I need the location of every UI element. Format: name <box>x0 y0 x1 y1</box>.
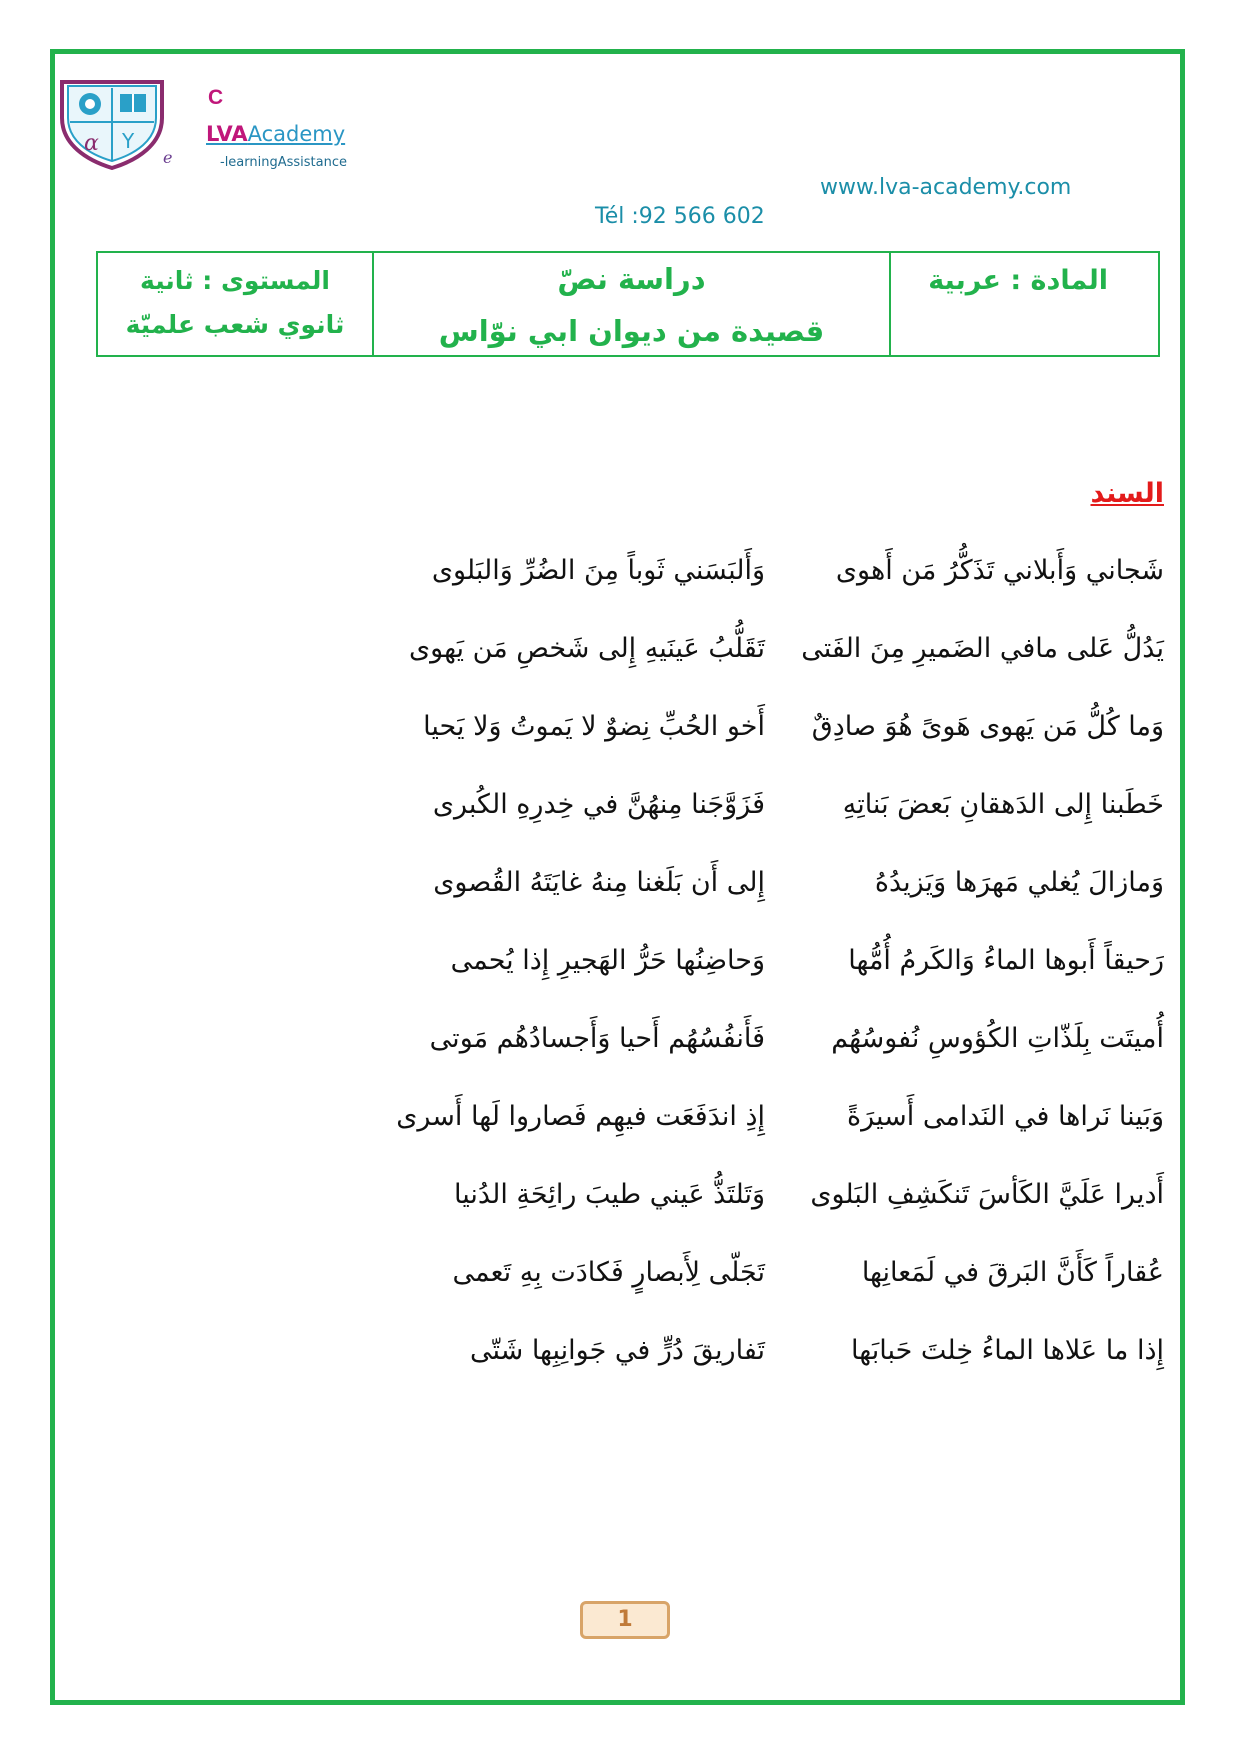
verse-second-hemistich: وَتَلتَذُّ عَيني طيبَ رائِحَةِ الدُنيا <box>454 1179 765 1210</box>
verse <box>0 633 1240 711</box>
source-heading: السند <box>1090 478 1164 509</box>
brand-name <box>206 122 345 146</box>
title-line-1: دراسة نصّ <box>557 262 706 296</box>
brand-tagline: -learningAssistance <box>220 155 347 170</box>
logo-e-mark: e <box>163 148 173 167</box>
verse <box>0 867 1240 945</box>
svg-text:Y: Y <box>122 129 135 153</box>
level-line-2: ثانوي شعب علميّة <box>125 310 345 339</box>
level-line-1: المستوى : ثانية <box>140 266 330 295</box>
verse-second-hemistich: تَقَلُّبُ عَينَيهِ إِلى شَخصِ مَن يَهوى <box>409 633 765 664</box>
verse-second-hemistich: إِلى أَن بَلَغنا مِنهُ غايَتَهُ القُصوى <box>433 867 765 898</box>
verse-second-hemistich: وَأَلبَسَني ثَوباً مِنَ الضُرِّ وَالبَلوى <box>431 555 765 586</box>
verse-second-hemistich: وَحاضِنُها حَرُّ الهَجيرِ إِذا يُحمى <box>450 945 765 976</box>
level-cell <box>98 253 374 355</box>
verse-first-hemistich: إِذا ما عَلاها الماءُ خِلتَ حَبابَها <box>851 1335 1164 1366</box>
verse-first-hemistich: وَما كُلُّ مَن يَهوى هَوىً هُوَ صادِقٌ <box>811 711 1164 742</box>
verse-first-hemistich: شَجاني وَأَبلاني تَذَكُّرُ مَن أَهوى <box>835 555 1164 586</box>
verse <box>0 1101 1240 1179</box>
verse-second-hemistich: فَأَنفُسُهُم أَحيا وَأَجسادُهُم مَوتى <box>429 1023 765 1054</box>
verse-second-hemistich: فَزَوَّجَنا مِنهُنَّ في خِدرِهِ الكُبرى <box>432 789 765 820</box>
title-cell <box>374 253 891 355</box>
svg-text:α: α <box>84 131 99 156</box>
verse-first-hemistich: أُميتَت بِلَذّاتِ الكُؤوسِ نُفوسُهُم <box>831 1023 1164 1054</box>
website-url[interactable]: www.lva-academy.com <box>820 175 1072 200</box>
verse-first-hemistich: أَديرا عَلَيَّ الكَأسَ تَنكَشِفِ البَلوى <box>810 1179 1164 1210</box>
verse <box>0 711 1240 789</box>
verse <box>0 555 1240 633</box>
verse-first-hemistich: عُقاراً كَأَنَّ البَرقَ في لَمَعانِها <box>861 1257 1164 1288</box>
brand-name-prefix: LVA <box>206 122 248 146</box>
verse <box>0 789 1240 867</box>
verse <box>0 1335 1240 1413</box>
verse-first-hemistich: وَبَينا نَراها في النَدامى أَسيرَةً <box>846 1101 1164 1132</box>
verse-first-hemistich: وَمازالَ يُغلي مَهرَها وَيَزيدُهُ <box>874 867 1164 898</box>
header-table <box>96 251 1160 357</box>
phone-number: Tél :92 566 602 <box>595 204 765 229</box>
verse-second-hemistich: تَفاريقَ دُرٍّ في جَوانِبِها شَتّى <box>469 1335 765 1366</box>
verse <box>0 945 1240 1023</box>
subject-label: المادة : عربية <box>928 265 1108 296</box>
verse-second-hemistich: إِذِ اندَفَعَت فيهِم فَصاروا لَها أَسرى <box>396 1101 765 1132</box>
lva-academy-logo <box>58 78 166 170</box>
verse-first-hemistich: يَدُلُّ عَلى مافي الضَميرِ مِنَ الفَتى <box>801 633 1164 664</box>
poem <box>0 555 1240 1413</box>
verse-second-hemistich: أَخو الحُبِّ نِضوٌ لا يَموتُ وَلا يَحيا <box>423 711 765 742</box>
verse <box>0 1257 1240 1335</box>
subject-cell <box>891 253 1158 355</box>
page-number: 1 <box>580 1601 670 1639</box>
verse <box>0 1179 1240 1257</box>
brand-letter: C <box>208 86 224 109</box>
title-line-2: قصيدة من ديوان ابي نوّاس <box>438 314 825 348</box>
verse-first-hemistich: رَحيقاً أَبوها الماءُ وَالكَرمُ أُمُّها <box>848 945 1164 976</box>
verse-first-hemistich: خَطَبنا إِلى الدَهقانِ بَعضَ بَناتِهِ <box>842 789 1164 820</box>
brand-name-suffix: Academy <box>247 122 346 146</box>
verse <box>0 1023 1240 1101</box>
verse-second-hemistich: تَجَلّى لِأَبصارٍ فَكادَت بِهِ تَعمى <box>452 1257 765 1288</box>
